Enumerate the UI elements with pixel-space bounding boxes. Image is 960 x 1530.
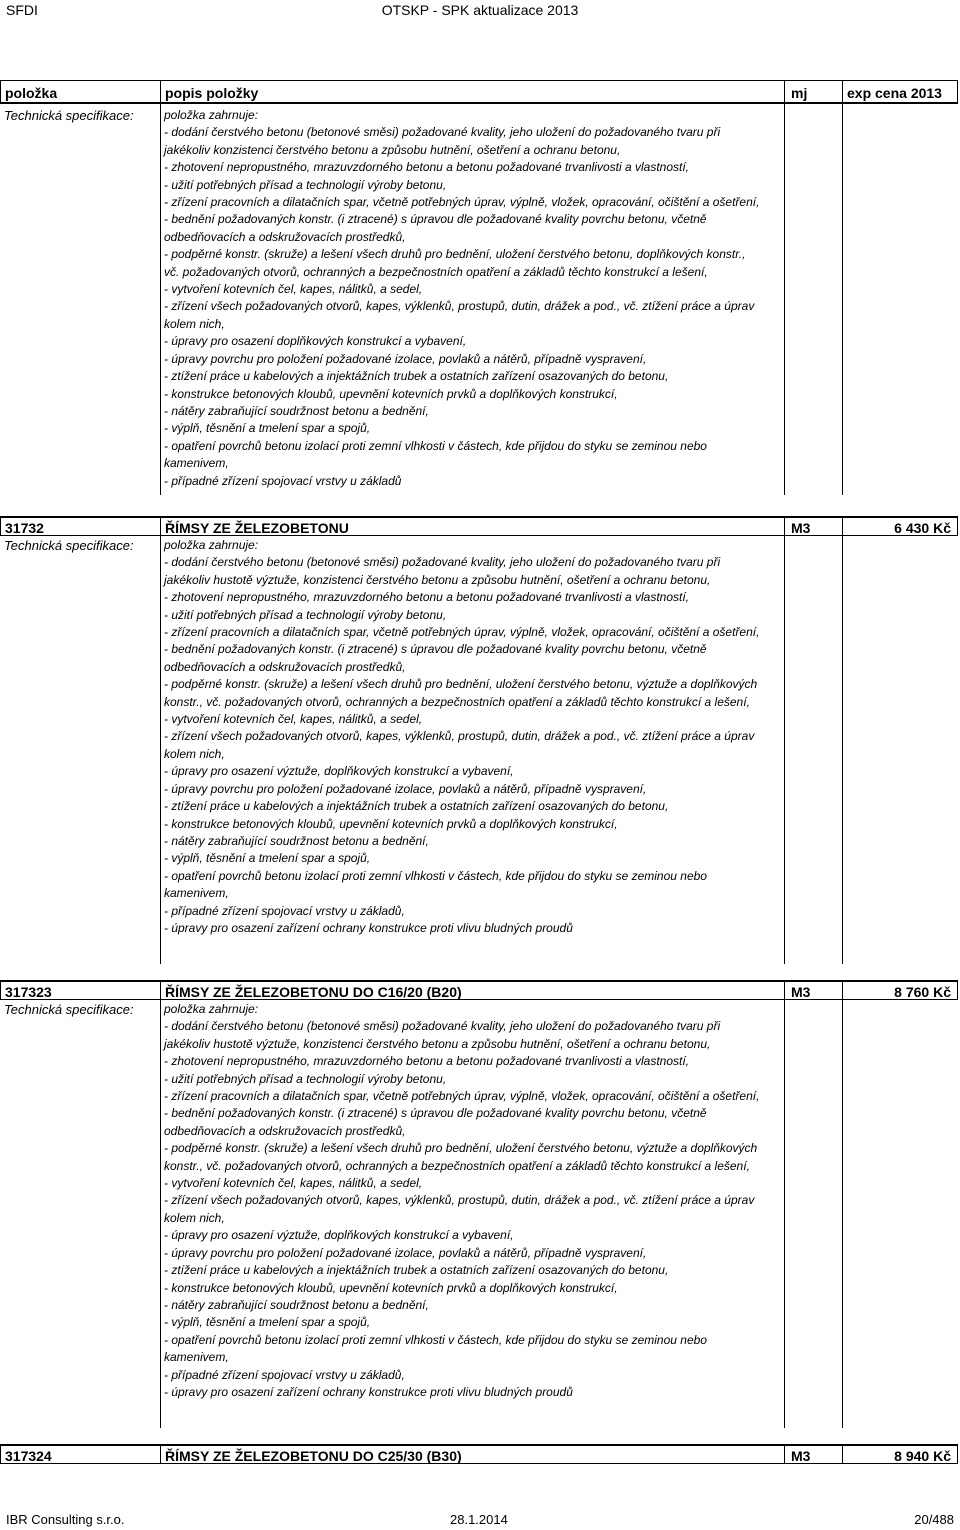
- spec-line: - bednění požadovaných konstr. (i ztracené) s úpravou dle požadované kvality povrchu betonu, včetně: [164, 1106, 707, 1121]
- col-divider: [160, 1444, 161, 1464]
- item-price: 6 430 Kč: [894, 520, 951, 536]
- spec-line: - nátěry zabraňující soudržnost betonu a bednění,: [164, 403, 429, 418]
- spec-line: - úpravy povrchu pro položení požadované izolace, povlaků a nátěrů, případně vyspravení,: [164, 1245, 647, 1260]
- item-name: ŘÍMSY ZE ŽELEZOBETONU: [165, 520, 349, 536]
- spec-line: - zřízení pracovních a dilatačních spar, včetně potřebných úprav, výplně, vložek, opracování, očištění a ošetření,: [164, 625, 760, 640]
- spec-line: jakékoliv hustotě výztuže, konzistenci čerstvého betonu a způsobu hutnění, ošetření a ochranu betonu,: [164, 572, 711, 587]
- spec-line: - výplň, těsnění a tmelení spar a spojů,: [164, 851, 371, 866]
- spec-line: - dodání čerstvého betonu (betonové směsi) požadované kvality, jeho uložení do požadovaného tvaru při: [164, 1019, 721, 1034]
- spec-line: jakékoliv konzistenci čerstvého betonu a způsobu hutnění, ošetření a ochranu betonu,: [164, 142, 621, 157]
- footer-page: 20/488: [914, 1512, 954, 1527]
- spec-line: - zřízení pracovních a dilatačních spar, včetně potřebných úprav, výplně, vložek, opracování, očištění a ošetření,: [164, 195, 760, 210]
- col-divider: [784, 980, 785, 1428]
- spec-line: - opatření povrchů betonu izolací proti zemní vlhkosti v částech, kde přijdou do styku se zeminou nebo: [164, 438, 707, 453]
- spec-line: - vytvoření kotevních čel, kapes, nálitků, a sedel,: [164, 282, 423, 297]
- spec-line: položka zahrnuje:: [164, 108, 259, 122]
- spec-line: - zřízení pracovních a dilatačních spar, včetně potřebných úprav, výplně, vložek, opracování, očištění a ošetření,: [164, 1089, 760, 1104]
- item-mj: M3: [791, 1448, 811, 1464]
- col-divider: [784, 1444, 785, 1464]
- spec-line: - případné zřízení spojovací vrstvy u základů,: [164, 1367, 405, 1382]
- item-code: 31732: [5, 520, 44, 536]
- spec-line: konstr., vč. požadovaných otvorů, ochranných a bezpečnostních opatření a základů těchto konstrukcí a lešení,: [164, 694, 750, 709]
- col-divider: [160, 980, 161, 1428]
- spec-line: - užití potřebných přísad a technologií výroby betonu,: [164, 1071, 447, 1086]
- spec-line: jakékoliv hustotě výztuže, konzistenci čerstvého betonu a způsobu hutnění, ošetření a ochranu betonu,: [164, 1036, 711, 1051]
- spec-line: odbedňovacích a odskružovacích prostředků,: [164, 229, 406, 244]
- spec-line: kamenivem,: [164, 1350, 229, 1365]
- spec-label: Technická specifikace:: [4, 538, 134, 553]
- spec-line: - ztížení práce u kabelových a injektážních trubek a ostatních zařízení osazovaných do betonu,: [164, 369, 669, 384]
- header-left: SFDI: [6, 2, 38, 18]
- spec-line: - bednění požadovaných konstr. (i ztracené) s úpravou dle požadované kvality povrchu betonu, včetně: [164, 212, 707, 227]
- spec-line: kolem nich,: [164, 746, 225, 761]
- spec-line: - konstrukce betonových kloubů, upevnění kotevních prvků a doplňkových konstrukcí,: [164, 816, 618, 831]
- header-title: OTSKP - SPK aktualizace 2013: [381, 2, 579, 18]
- spec-line: - nátěry zabraňující soudržnost betonu a bednění,: [164, 1297, 429, 1312]
- spec-line: - konstrukce betonových kloubů, upevnění kotevních prvků a doplňkových konstrukcí,: [164, 386, 618, 401]
- col-divider: [842, 980, 843, 1428]
- col-mj: mj: [791, 85, 808, 101]
- spec-line: - úpravy pro osazení výztuže, doplňkových konstrukcí a vybavení,: [164, 764, 514, 779]
- item-name: ŘÍMSY ZE ŽELEZOBETONU DO C16/20 (B20): [165, 984, 462, 1000]
- item-mj: M3: [791, 984, 811, 1000]
- spec-line: konstr., vč. požadovaných otvorů, ochranných a bezpečnostních opatření a základů těchto konstrukcí a lešení,: [164, 1158, 750, 1173]
- spec-line: - dodání čerstvého betonu (betonové směsi) požadované kvality, jeho uložení do požadovaného tvaru při: [164, 125, 721, 140]
- spec-line: - konstrukce betonových kloubů, upevnění kotevních prvků a doplňkových konstrukcí,: [164, 1280, 618, 1295]
- spec-line: odbedňovacích a odskružovacích prostředků,: [164, 1123, 406, 1138]
- spec-line: - výplň, těsnění a tmelení spar a spojů,: [164, 421, 371, 436]
- spec-line: - nátěry zabraňující soudržnost betonu a bednění,: [164, 833, 429, 848]
- spec-line: odbedňovacích a odskružovacích prostředků,: [164, 659, 406, 674]
- spec-line: - vytvoření kotevních čel, kapes, nálitků, a sedel,: [164, 1176, 423, 1191]
- spec-line: - ztížení práce u kabelových a injektážních trubek a ostatních zařízení osazovaných do betonu,: [164, 1263, 669, 1278]
- spec-line: kamenivem,: [164, 886, 229, 901]
- spec-line: - případné zřízení spojovací vrstvy u základů,: [164, 903, 405, 918]
- spec-text-1: [164, 537, 784, 937]
- spec-line: - opatření povrchů betonu izolací proti zemní vlhkosti v částech, kde přijdou do styku se zeminou nebo: [164, 1332, 707, 1347]
- spec-line: - podpěrné konstr. (skruže) a lešení všech druhů pro bednění, uložení čerstvého betonu, doplňkových konstr.,: [164, 247, 746, 262]
- col-divider: [160, 516, 161, 964]
- spec-line: - úpravy povrchu pro položení požadované izolace, povlaků a nátěrů, případně vyspravení,: [164, 781, 647, 796]
- spec-label: Technická specifikace:: [4, 1002, 134, 1017]
- item-code: 317323: [5, 984, 52, 1000]
- col-cena: exp cena 2013: [847, 85, 942, 101]
- col-divider: [784, 516, 785, 964]
- col-divider: [842, 1444, 843, 1464]
- spec-line: - dodání čerstvého betonu (betonové směsi) požadované kvality, jeho uložení do požadovaného tvaru při: [164, 555, 721, 570]
- item-name: ŘÍMSY ZE ŽELEZOBETONU DO C25/30 (B30): [165, 1448, 462, 1464]
- spec-line: - případné zřízení spojovací vrstvy u základů: [164, 473, 402, 488]
- item-row-31732: [0, 516, 958, 536]
- spec-line: kolem nich,: [164, 316, 225, 331]
- footer-company: IBR Consulting s.r.o.: [6, 1512, 125, 1527]
- col-divider: [160, 80, 161, 495]
- spec-line: kolem nich,: [164, 1210, 225, 1225]
- spec-line: - zhotovení nepropustného, mrazuvzdorného betonu a betonu požadované trvanlivosti a vlastností,: [164, 1054, 690, 1069]
- col-divider: [784, 80, 785, 495]
- spec-line: - zhotovení nepropustného, mrazuvzdorného betonu a betonu požadované trvanlivosti a vlastností,: [164, 590, 690, 605]
- spec-line: - ztížení práce u kabelových a injektážních trubek a ostatních zařízení osazovaných do betonu,: [164, 799, 669, 814]
- spec-line: - úpravy povrchu pro položení požadované izolace, povlaků a nátěrů, případně vyspravení,: [164, 351, 647, 366]
- spec-line: - zhotovení nepropustného, mrazuvzdorného betonu a betonu požadované trvanlivosti a vlastností,: [164, 160, 690, 175]
- spec-line: - vytvoření kotevních čel, kapes, nálitků, a sedel,: [164, 712, 423, 727]
- col-polozka: položka: [5, 85, 58, 101]
- spec-line: - užití potřebných přísad a technologií výroby betonu,: [164, 177, 447, 192]
- spec-line: - výplň, těsnění a tmelení spar a spojů,: [164, 1315, 371, 1330]
- spec-line: - zřízení všech požadovaných otvorů, kapes, výklenků, prostupů, dutin, drážek a pod., vč. ztížení práce a úprav: [164, 299, 755, 314]
- spec-line: kamenivem,: [164, 456, 229, 471]
- spec-line: - úpravy pro osazení doplňkových konstrukcí a vybavení,: [164, 334, 467, 349]
- spec-line: - podpěrné konstr. (skruže) a lešení všech druhů pro bednění, uložení čerstvého betonu, výztuže a doplňkových: [164, 1141, 758, 1156]
- item-mj: M3: [791, 520, 811, 536]
- spec-line: položka zahrnuje:: [164, 1002, 259, 1016]
- spec-line: - bednění požadovaných konstr. (i ztracené) s úpravou dle požadované kvality povrchu betonu, včetně: [164, 642, 707, 657]
- spec-label: Technická specifikace:: [4, 108, 134, 123]
- column-header-row: [0, 80, 958, 104]
- page-header: [0, 0, 960, 20]
- col-divider: [842, 516, 843, 964]
- spec-line: - zřízení všech požadovaných otvorů, kapes, výklenků, prostupů, dutin, drážek a pod., vč. ztížení práce a úprav: [164, 729, 755, 744]
- spec-text-2: [164, 1001, 784, 1401]
- item-row-317324: [0, 1444, 958, 1464]
- spec-line: - úpravy pro osazení výztuže, doplňkových konstrukcí a vybavení,: [164, 1228, 514, 1243]
- spec-line: - užití potřebných přísad a technologií výroby betonu,: [164, 607, 447, 622]
- spec-line: položka zahrnuje:: [164, 538, 259, 552]
- spec-line: - opatření povrchů betonu izolací proti zemní vlhkosti v částech, kde přijdou do styku se zeminou nebo: [164, 868, 707, 883]
- col-divider: [842, 80, 843, 495]
- spec-line: - úpravy pro osazení zařízení ochrany konstrukce proti vlivu bludných proudů: [164, 1384, 573, 1399]
- item-price: 8 940 Kč: [894, 1448, 951, 1464]
- item-code: 317324: [5, 1448, 52, 1464]
- spec-line: vč. požadovaných otvorů, ochranných a bezpečnostních opatření a základů těchto konstrukcí a lešení,: [164, 264, 708, 279]
- footer-date: 28.1.2014: [450, 1512, 508, 1527]
- spec-line: - podpěrné konstr. (skruže) a lešení všech druhů pro bednění, uložení čerstvého betonu, výztuže a doplňkových: [164, 677, 758, 692]
- spec-line: - zřízení všech požadovaných otvorů, kapes, výklenků, prostupů, dutin, drážek a pod., vč. ztížení práce a úprav: [164, 1193, 755, 1208]
- item-price: 8 760 Kč: [894, 984, 951, 1000]
- col-popis: popis položky: [165, 85, 259, 101]
- item-row-317323: [0, 980, 958, 1000]
- spec-text-0: [164, 107, 784, 490]
- spec-line: - úpravy pro osazení zařízení ochrany konstrukce proti vlivu bludných proudů: [164, 920, 573, 935]
